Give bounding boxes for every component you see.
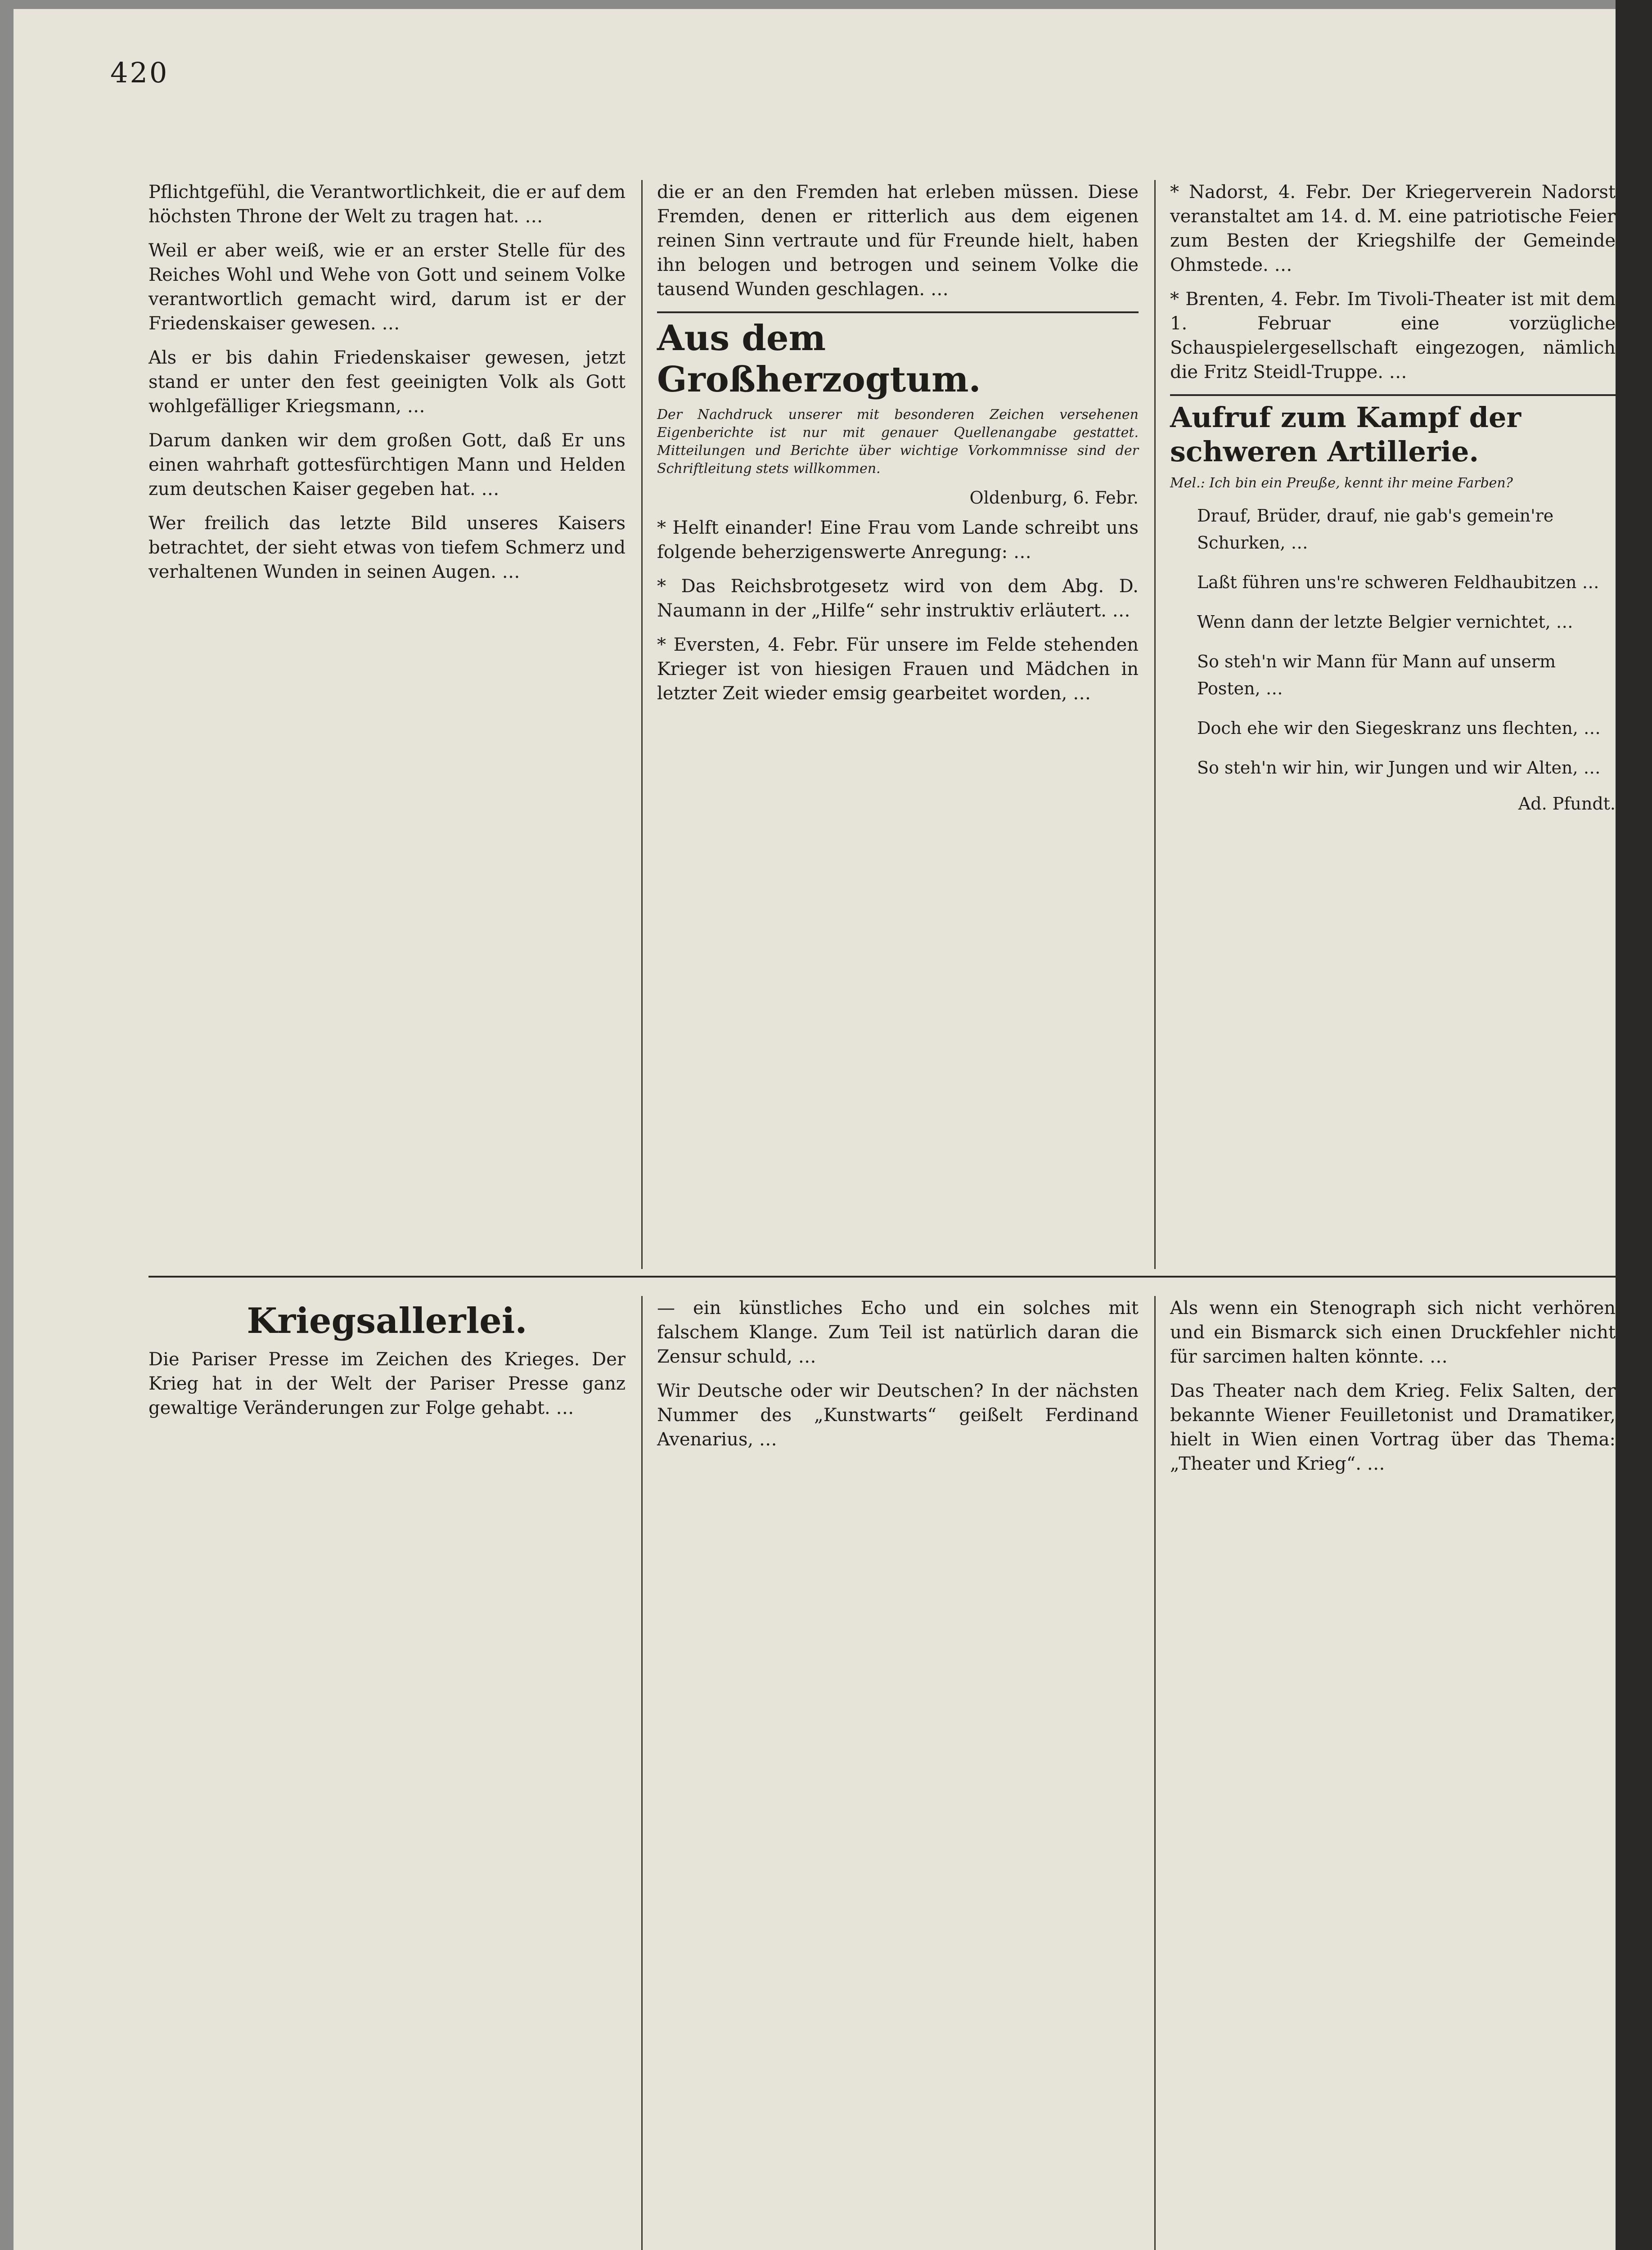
- column-3: [1170, 180, 1616, 814]
- poem-author: Ad. Pfundt.: [1518, 794, 1616, 814]
- col1-paragraph: Darum danken wir dem großen Gott, daß Er uns einen wahrhaft gottesfürchtigen Mann und Helden zum deutschen Kaiser gegeben hat. …: [149, 430, 626, 500]
- column-1: [149, 180, 626, 594]
- poem-stanza: Drauf, Brüder, drauf, nie gab's gemein're Schurken, …: [1197, 506, 1554, 553]
- col3-paragraph: * Nadorst, 4. Febr. Der Kriegerverein Nadorst veranstaltet am 14. d. M. eine patriotische Feier zum Besten der Kriegshilfe der Gemeinde Ohmstede. …: [1170, 182, 1616, 275]
- poem-melody: Mel.: Ich bin ein Preuße, kennt ihr meine Farben?: [1170, 475, 1513, 491]
- poem-stanza: So steh'n wir Mann für Mann auf unserm Posten, …: [1197, 652, 1556, 698]
- column-divider: [641, 1296, 643, 2250]
- col2-paragraph: * Eversten, 4. Febr. Für unsere im Felde stehenden Krieger ist von hiesigen Frauen und Mädchen in letzter Zeit wieder emsig gearbeitet worden, …: [657, 634, 1139, 704]
- col1-paragraph: Pflichtgefühl, die Verantwortlichkeit, die er auf dem höchsten Throne der Welt zu tragen hat. …: [149, 182, 626, 227]
- kriegs-column-1: [149, 1296, 626, 1430]
- column-2: [657, 180, 1139, 716]
- kriegs-paragraph: Wir Deutsche oder wir Deutschen? In der nächsten Nummer des „Kunstwarts“ geißelt Ferdinand Avenarius, …: [657, 1381, 1139, 1450]
- section-divider: [149, 1276, 1616, 1278]
- poem-stanza: Wenn dann der letzte Belgier vernichtet, …: [1197, 612, 1573, 632]
- column-divider: [641, 180, 643, 1269]
- kriegs-paragraph: Das Theater nach dem Krieg. Felix Salten, der bekannte Wiener Feuilletonist und Dramatiker, hielt in Wien einen Vortrag über das Thema: „Theater und Krieg“. …: [1170, 1381, 1616, 1474]
- page-number: 420: [110, 56, 169, 89]
- poem-stanza: Doch ehe wir den Siegeskranz uns flechten, …: [1197, 718, 1601, 738]
- col3-paragraph: * Brenten, 4. Febr. Im Tivoli-Theater ist mit dem 1. Februar eine vorzügliche Schauspielergesellschaft eingezogen, nämlich die Fritz Steidl-Truppe. …: [1170, 289, 1616, 382]
- column-divider: [1154, 180, 1156, 1269]
- kriegs-title: Kriegsallerlei.: [247, 1300, 527, 1341]
- section-dateline: Oldenburg, 6. Febr.: [969, 488, 1139, 508]
- poem-rule: [1170, 394, 1616, 396]
- section-title: Aus dem Großherzogtum.: [657, 318, 981, 400]
- kriegs-paragraph: Als wenn ein Stenograph sich nicht verhören und ein Bismarck sich einen Druckfehler nicht für sarcimen halten könnte. …: [1170, 1298, 1616, 1367]
- kriegs-paragraph: — ein künstliches Echo und ein solches mit falschem Klange. Zum Teil ist natürlich daran die Zensur schuld, …: [657, 1298, 1139, 1367]
- kriegs-paragraph: Die Pariser Presse im Zeichen des Krieges. Der Krieg hat in der Welt der Pariser Presse ganz gewaltige Veränderungen zur Folge gehabt. …: [149, 1349, 626, 1418]
- poem-title: Aufruf zum Kampf der schweren Artillerie.: [1170, 401, 1521, 468]
- col1-paragraph: Weil er aber weiß, wie er an erster Stelle für des Reiches Wohl und Wehe von Gott und seinem Volke verantwortlich gemacht wird, darum ist er der Friedenskaiser gewesen. …: [149, 240, 626, 334]
- col2-paragraph: * Das Reichsbrotgesetz wird von dem Abg. D. Naumann in der „Hilfe“ sehr instruktiv erläutert. …: [657, 576, 1139, 621]
- poem-stanza: So steh'n wir hin, wir Jungen und wir Alten, …: [1197, 758, 1601, 778]
- col2-paragraph: die er an den Fremden hat erleben müssen. Diese Fremden, denen er ritterlich aus dem eigenen reinen Sinn vertraute und für Freunde hielt, haben ihn belogen und betrogen und seinem Volke die tausend Wunden geschlagen. …: [657, 182, 1139, 300]
- col1-paragraph: Wer freilich das letzte Bild unseres Kaisers betrachtet, der sieht etwas von tiefem Schmerz und verhaltenen Wunden in seinen Augen. …: [149, 513, 626, 582]
- kriegsallerlei-section: [149, 1296, 1616, 2250]
- col2-paragraph: * Helft einander! Eine Frau vom Lande schreibt uns folgende beherzigenswerte Anregung: …: [657, 518, 1139, 562]
- newspaper-page: [14, 9, 1616, 2250]
- kriegs-column-3: [1170, 1296, 1616, 1486]
- book-edge: [1616, 0, 1652, 2250]
- poem-stanza: Laßt führen uns're schweren Feldhaubitzen …: [1197, 572, 1599, 592]
- section-rule: [657, 311, 1139, 313]
- column-divider: [1154, 1296, 1156, 2250]
- section-note: Der Nachdruck unserer mit besonderen Zeichen versehenen Eigenberichte ist nur mit genauer Quellenangabe gestattet. Mitteilungen und Berichte über wichtige Vorkommnisse sind der Schriftleitung stets willkommen.: [657, 407, 1139, 477]
- kriegs-column-2: [657, 1296, 1139, 1462]
- col1-paragraph: Als er bis dahin Friedenskaiser gewesen, jetzt stand er unter den fest geeinigten Volk als Gott wohlgefälliger Kriegsmann, …: [149, 347, 626, 417]
- upper-section: [149, 180, 1616, 1269]
